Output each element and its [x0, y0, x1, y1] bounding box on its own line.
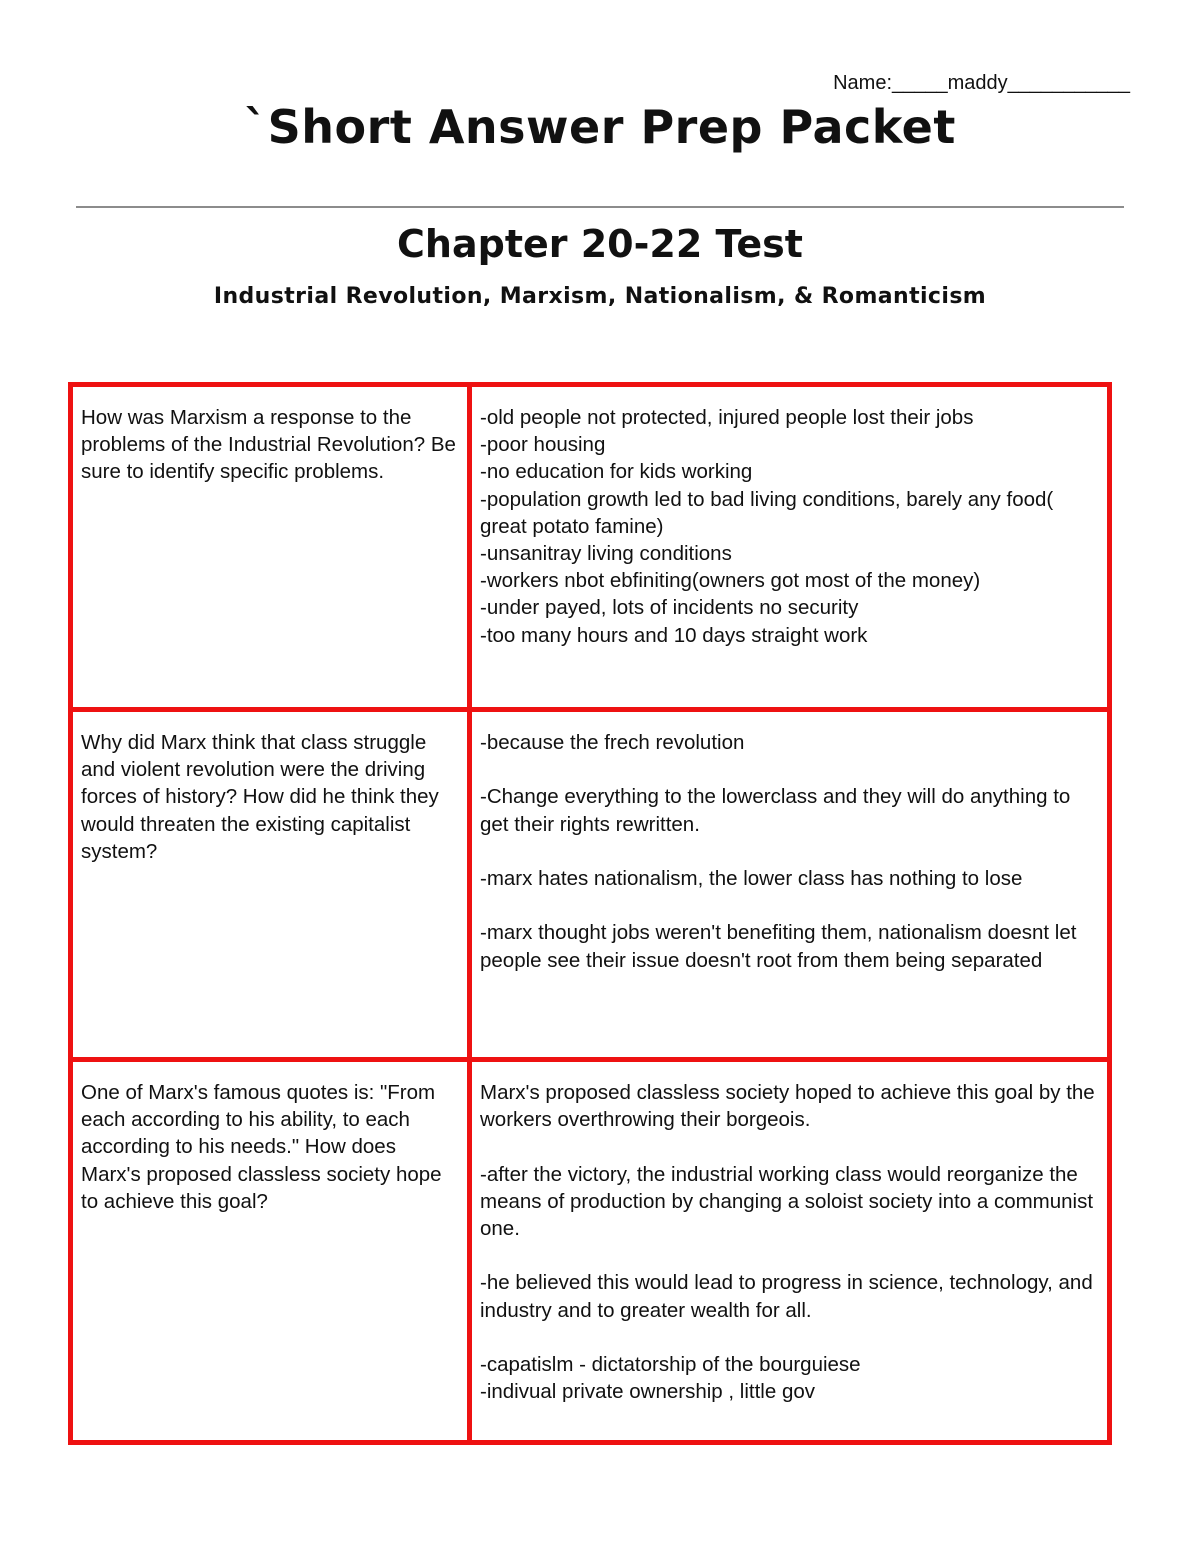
answer-paragraph: -because the frech revolution	[480, 731, 745, 754]
answer-paragraph: -Change everything to the lowerclass and they will do anything to get their rights rewritten.	[480, 785, 1071, 836]
answer-paragraph: -after the victory, the industrial working class would reorganize the means of production by changing a soloist society into a communist one.	[480, 1162, 1094, 1240]
topics-subtitle: Industrial Revolution, Marxism, Nationalism, & Romanticism	[213, 284, 987, 309]
question-cell: One of Marx's famous quotes is: "From each according to his ability, to each according to his needs." How does Marx's proposed classless society hope to achieve this goal?	[71, 1060, 470, 1443]
horizontal-rule	[76, 206, 1124, 208]
question-cell: Why did Marx think that class struggle and violent revolution were the driving forces of history? How did he think they would threaten the existing capitalist system?	[71, 710, 470, 1060]
answer-paragraph: -marx thought jobs weren't benefiting them, nationalism doesnt let people see their issue doesn't root from them being separated	[480, 921, 1077, 972]
chapter-heading: Chapter 20-22 Test	[397, 222, 803, 266]
answer-line: -unsanitray living conditions	[480, 542, 732, 566]
answer-paragraph: -marx hates nationalism, the lower class has nothing to lose	[480, 866, 1023, 890]
answer-line: -under payed, lots of incidents no security	[480, 596, 859, 620]
name-line: Name:_____maddy___________	[833, 72, 1130, 94]
answer-cell	[470, 385, 1110, 710]
answer-line: -old people not protected, injured people lost their jobs	[480, 406, 974, 429]
answer-line: -no education for kids working	[480, 460, 753, 484]
page-title: `Short Answer Prep Packet	[244, 100, 956, 154]
answer-line: -workers nbot ebfiniting(owners got most of the money)	[480, 569, 981, 593]
answer-paragraph: Marx's proposed classless society hoped to achieve this goal by the workers overthrowing their borgeois.	[480, 1081, 1095, 1132]
answer-cell	[470, 710, 1110, 1060]
answer-paragraph: -he believed this would lead to progress in science, technology, and industry and to greater wealth for all.	[480, 1271, 1093, 1322]
answer-cell	[470, 1060, 1110, 1443]
answer-line: -indivual private ownership , little gov	[480, 1380, 815, 1404]
answer-line: -too many hours and 10 days straight work	[480, 623, 868, 647]
table-row	[71, 710, 1110, 1060]
table-row	[71, 385, 1110, 710]
table-row	[71, 1060, 1110, 1443]
question-cell: How was Marxism a response to the problems of the Industrial Revolution? Be sure to identify specific problems.	[71, 385, 470, 710]
answer-line: -population growth led to bad living conditions, barely any food( great potato famine)	[480, 487, 1054, 538]
answer-line: -capatislm - dictatorship of the bourguiese	[480, 1352, 861, 1376]
qa-table	[68, 382, 1112, 1445]
answer-paragraph	[480, 1351, 1101, 1405]
answer-line: -poor housing	[480, 433, 606, 457]
